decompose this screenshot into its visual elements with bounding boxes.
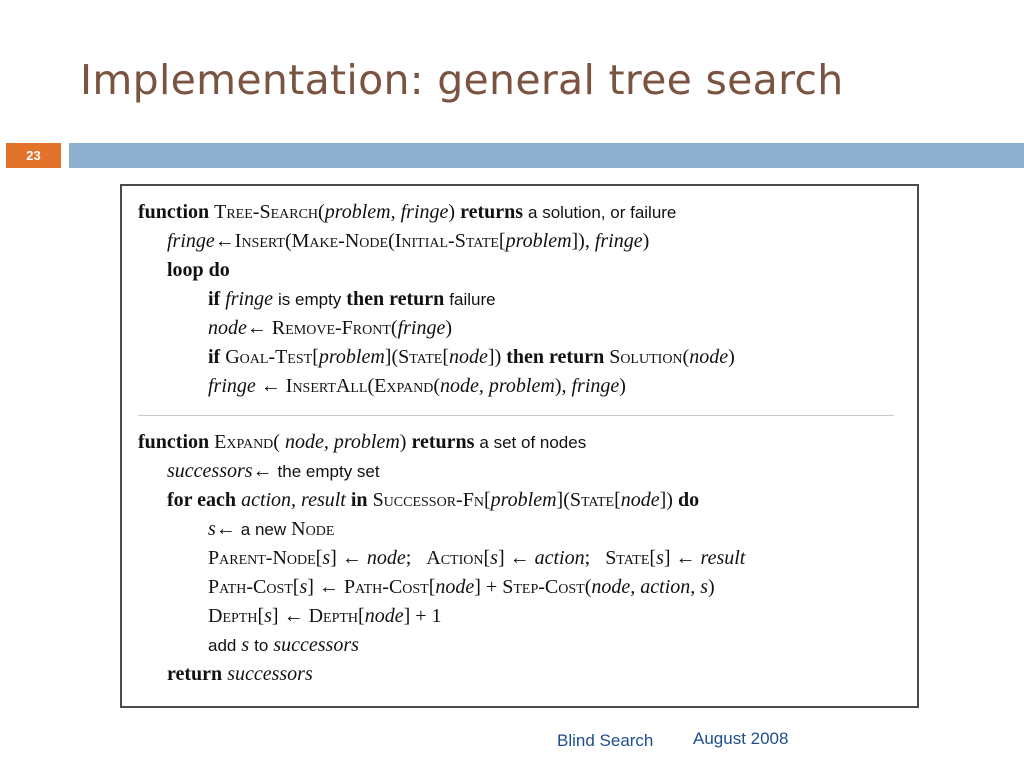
assign-arrow: ← — [246, 317, 267, 339]
keyword: returns — [460, 201, 524, 223]
var: successors — [273, 634, 359, 656]
code-line — [167, 459, 380, 483]
fn: State — [398, 346, 443, 368]
code-line: Parent-Node[s] ← node; Action[s] ← action; State[s] ← result — [208, 547, 746, 569]
fn: State — [605, 547, 650, 569]
keyword: loop do — [167, 259, 230, 281]
var: fringe — [167, 230, 215, 252]
return-description: a solution, or failure — [528, 203, 677, 222]
fn: Action — [426, 547, 484, 569]
footer-date: August 2008 — [693, 729, 789, 748]
keyword: then return — [506, 346, 605, 368]
keyword: if — [208, 288, 221, 310]
code-line: fringe←Insert(Make-Node(Initial-State[problem]), fringe) — [167, 230, 650, 252]
assign-arrow: ← — [214, 230, 235, 252]
assign-arrow: ← — [215, 518, 236, 540]
params: node, problem — [284, 431, 400, 453]
var: s — [490, 547, 498, 569]
fn: Depth — [308, 605, 359, 627]
params: problem, fringe — [324, 201, 449, 223]
code-line — [208, 633, 359, 657]
text: is empty — [278, 290, 342, 309]
var: s — [656, 547, 664, 569]
var: node, problem — [440, 375, 555, 397]
var: node, action, s — [591, 576, 709, 598]
code-line: if Goal-Test[problem](State[node]) then return Solution(node) — [208, 346, 735, 368]
text: add — [208, 636, 237, 655]
return-description: a set of nodes — [479, 433, 587, 452]
fn: Step-Cost — [502, 576, 585, 598]
keyword: then return — [346, 288, 445, 310]
fn: Parent-Node — [208, 547, 316, 569]
var: result — [700, 547, 746, 569]
text: failure — [449, 290, 496, 309]
code-line: for each action, result in Successor-Fn[problem](State[node]) do — [167, 489, 700, 511]
assign-arrow: ← — [260, 375, 281, 397]
var: node — [449, 346, 488, 368]
section-divider — [138, 415, 894, 416]
var: node — [620, 489, 660, 511]
var: problem — [505, 230, 572, 252]
footer-topic: Blind Search — [557, 731, 654, 750]
operator: + — [485, 576, 498, 598]
keyword: function — [138, 431, 210, 453]
assign-arrow: ← — [252, 460, 273, 482]
keyword: in — [350, 489, 368, 511]
slide-number: 23 — [6, 143, 61, 168]
function-name: Expand — [214, 431, 274, 453]
var: fringe — [571, 375, 620, 397]
text: to — [254, 636, 269, 655]
fn: Solution — [609, 346, 683, 368]
fn: Insert — [234, 230, 285, 252]
function-name: Tree-Search — [214, 201, 319, 223]
keyword: for each — [167, 489, 237, 511]
var: fringe — [594, 230, 643, 252]
code-line — [208, 287, 496, 311]
keyword: return — [167, 663, 223, 685]
fn: Path-Cost — [208, 576, 293, 598]
assign-arrow: ← — [509, 547, 530, 569]
code-line: Depth[s] ← Depth[node] + 1 — [208, 605, 442, 627]
var: problem — [490, 489, 557, 511]
assign-arrow: ← — [283, 605, 304, 627]
fn: Depth — [208, 605, 258, 627]
code-line — [208, 517, 334, 541]
var: fringe — [397, 317, 446, 339]
fn: State — [569, 489, 615, 511]
keyword: function — [138, 201, 210, 223]
var: action, result — [241, 489, 346, 511]
keyword: if — [208, 346, 221, 368]
var: node — [366, 547, 406, 569]
var: s — [299, 576, 308, 598]
var: fringe — [225, 288, 273, 310]
fn: Node — [291, 518, 335, 540]
var: node — [689, 346, 729, 368]
var: fringe — [208, 375, 256, 397]
var: action — [534, 547, 585, 569]
assign-arrow: ← — [318, 576, 339, 598]
code-line — [167, 662, 313, 686]
var: s — [264, 605, 272, 627]
var: s — [322, 547, 331, 569]
keyword: do — [677, 489, 700, 511]
operator: + 1 — [415, 605, 442, 627]
var: s — [241, 634, 250, 656]
var: problem — [318, 346, 385, 368]
var: node — [364, 605, 404, 627]
code-line: node← Remove-Front(fringe) — [208, 317, 453, 339]
fn: Successor-Fn — [372, 489, 484, 511]
fn: Initial-State — [394, 230, 499, 252]
algorithm-box — [120, 184, 919, 708]
tree-search-signature: function Tree-Search(problem, fringe) returns a solution, or failure — [138, 201, 677, 223]
fn: Goal-Test — [225, 346, 313, 368]
fn: Expand — [374, 375, 434, 397]
var: node — [435, 576, 475, 598]
var: successors — [227, 663, 313, 685]
header-bar — [69, 143, 1024, 168]
fn: Make-Node — [291, 230, 389, 252]
assign-arrow: ← — [341, 547, 362, 569]
var: node — [208, 317, 247, 339]
text: the empty set — [277, 462, 380, 481]
code-line — [167, 258, 230, 282]
var: successors — [167, 460, 253, 482]
expand-signature: function Expand( node, problem) returns a set of nodes — [138, 431, 587, 453]
fn: Path-Cost — [343, 576, 429, 598]
code-line: Path-Cost[s] ← Path-Cost[node] + Step-Cost(node, action, s) — [208, 576, 715, 598]
var: s — [208, 518, 216, 540]
slide-title: Implementation: general tree search — [80, 56, 844, 104]
text: a new — [240, 520, 287, 539]
fn: Remove-Front — [271, 317, 391, 339]
fn: InsertAll — [285, 375, 368, 397]
keyword: returns — [411, 431, 475, 453]
assign-arrow: ← — [675, 547, 696, 569]
code-line: fringe ← InsertAll(Expand(node, problem), fringe) — [208, 375, 626, 397]
